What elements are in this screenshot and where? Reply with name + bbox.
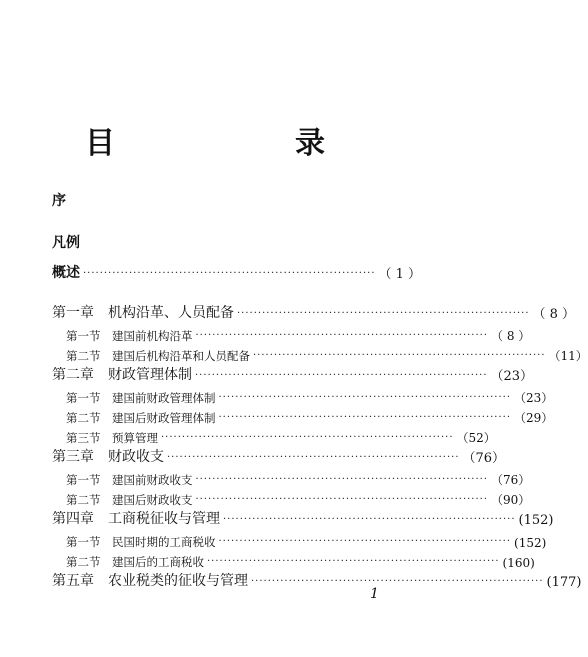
toc-entry-page: (177) (546, 575, 582, 590)
toc-entry-label: 第一章 机构沿革、人员配备 (52, 305, 234, 321)
toc-entry-label: 第三节 预算管理 (66, 431, 158, 445)
toc-entry-label: 第二节 建国后的工商税收 (66, 555, 204, 569)
leader-dots: ······································································ (207, 556, 500, 567)
leader-dots: ······································································ (195, 494, 489, 505)
toc-entry-label: 第一节 建国前财政管理体制 (66, 391, 216, 405)
leader-dots: ······································································ (167, 452, 460, 463)
toc-entry-page: （11） (548, 349, 588, 363)
toc-entry-page: （52） (456, 431, 496, 445)
toc-entry[interactable] (0, 446, 506, 466)
folio-number: 1 (370, 586, 379, 602)
leader-dots: ······································································ (251, 576, 544, 587)
leader-dots: ······································································ (218, 412, 512, 423)
toc-entry-page: （76） (491, 473, 531, 487)
leader-dots: ······································································ (237, 308, 530, 319)
toc-entry[interactable] (0, 570, 582, 590)
page-title: 目 录 (85, 126, 365, 161)
toc-entry[interactable] (0, 550, 535, 570)
toc-entry[interactable] (0, 302, 576, 322)
toc-entry[interactable] (0, 324, 531, 344)
toc-entry[interactable] (0, 426, 496, 446)
toc-entry-page: (152) (518, 513, 554, 528)
toc-entry-page: （ 8 ） (532, 307, 576, 322)
toc-entry-page: (160) (502, 556, 535, 570)
toc-entry-page: （23） (514, 391, 554, 405)
toc-entry-page: (152) (514, 536, 547, 550)
leader-dots: ······································································ (195, 370, 488, 381)
toc-entry-label: 第二节 建国后机构沿革和人员配备 (66, 349, 250, 363)
toc-entry-label: 第二节 建国后财政管理体制 (66, 411, 216, 425)
leader-dots: ······································································ (161, 432, 454, 443)
leader-dots: ······································································ (218, 392, 512, 403)
leader-dots: ······································································ (83, 268, 376, 279)
leader-dots: ······································································ (223, 514, 516, 525)
toc-entry-page: （ 1 ） (378, 267, 422, 282)
toc-entry[interactable] (0, 386, 554, 406)
toc-entry-page: （29） (514, 411, 554, 425)
toc-entry-label: 第二章 财政管理体制 (52, 367, 192, 383)
toc-entry[interactable] (0, 406, 554, 426)
toc-entry[interactable] (0, 364, 534, 384)
toc-entry-label: 第四章 工商税征收与管理 (52, 511, 220, 527)
leader-dots: ······································································ (195, 474, 489, 485)
toc-entry-label: 概述 (52, 265, 80, 281)
toc-entry[interactable] (0, 262, 450, 282)
leader-dots: ······································································ (195, 330, 489, 341)
leader-dots: ······································································ (218, 536, 512, 547)
toc-entry[interactable] (0, 468, 531, 488)
toc-entry[interactable] (0, 344, 588, 364)
front-matter-preface: 序 (52, 193, 66, 209)
toc-entry[interactable] (0, 508, 554, 528)
toc-entry-page: （76） (462, 451, 506, 466)
toc-entry[interactable] (0, 530, 547, 550)
toc-entry-label: 第三章 财政收支 (52, 449, 164, 465)
toc-entry-page: （90） (491, 493, 531, 507)
toc-entry-label: 第一节 民国时期的工商税收 (66, 535, 216, 549)
leader-dots: ······································································ (253, 350, 546, 361)
toc-entry-label: 第五章 农业税类的征收与管理 (52, 573, 248, 589)
toc-entry-page: （ 8 ） (491, 329, 531, 343)
toc-entry-label: 第一节 建国前财政收支 (66, 473, 193, 487)
toc-entry[interactable] (0, 488, 531, 508)
front-matter-notes: 凡例 (52, 235, 80, 251)
toc-entry-page: （23） (490, 369, 534, 384)
toc-entry-label: 第二节 建国后财政收支 (66, 493, 193, 507)
toc-entry-label: 第一节 建国前机构沿革 (66, 329, 193, 343)
